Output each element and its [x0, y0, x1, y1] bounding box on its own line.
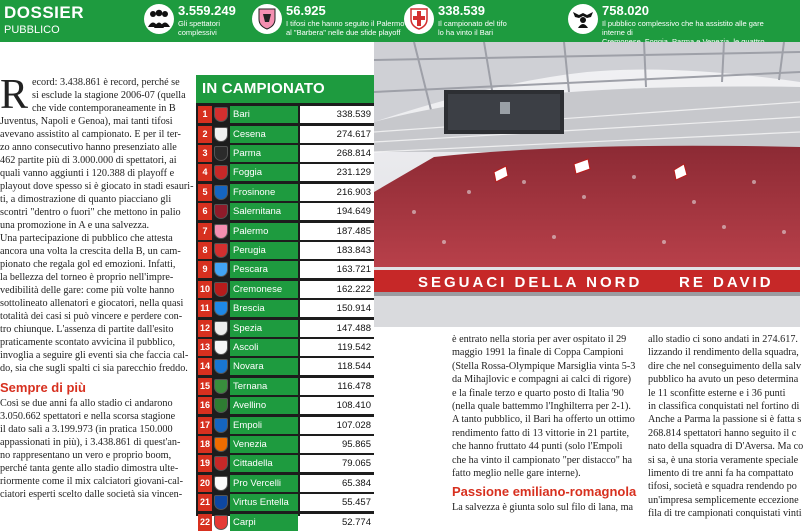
rank-number: 11: [198, 300, 212, 317]
team-crest-icon: [214, 495, 228, 510]
team-name: Virtus Entella: [230, 494, 298, 511]
table-row: [196, 454, 374, 473]
article-body: [452, 333, 637, 480]
article-line: perché tanta gente allo stadio dimostra ulte-: [0, 463, 179, 474]
stadium-photo: [374, 42, 800, 327]
table-row: [196, 183, 374, 202]
article-line: le 11 sconfitte esterne e i 36 punti: [648, 387, 786, 399]
article-line: totalità dei casi si può vincere e perdere con-: [0, 311, 183, 322]
team-name: Ascoli: [230, 339, 298, 356]
team-name: Foggia: [230, 164, 298, 181]
team-name: Brescia: [230, 300, 298, 317]
team-crest-icon: [214, 127, 228, 142]
article-line: Così se due anni fa allo stadio ci andarono: [0, 398, 173, 409]
rank-number: 18: [198, 436, 212, 453]
article-line: Una partecipazione di pubblico che attesta: [0, 233, 173, 244]
team-name: Salernitana: [230, 203, 298, 220]
article-line: una promozione in A e una salvezza.: [0, 220, 150, 231]
team-name: Palermo: [230, 223, 298, 240]
bari-crest-icon: [404, 4, 434, 34]
rank-number: 10: [198, 281, 212, 298]
rank-number: 8: [198, 242, 212, 259]
team-crest-icon: [214, 398, 228, 413]
stat-text: Il campionato del tifo lo ha vinto il Bari: [438, 19, 507, 37]
team-crest-icon: [214, 359, 228, 374]
rank-number: 17: [198, 417, 212, 434]
article-line: tifosi, società e squadra rendendo po: [648, 481, 797, 493]
table-row: [196, 512, 374, 531]
article-line: ti, a dimostrazione di quanto piacciano gli: [0, 194, 172, 205]
team-name: Novara: [230, 358, 298, 375]
rank-number: 6: [198, 203, 212, 220]
table-row: [196, 435, 374, 454]
attendance-value: 107.028: [300, 417, 374, 434]
team-crest-icon: [214, 282, 228, 297]
rank-number: 1: [198, 106, 212, 123]
team-crest-icon: [214, 204, 228, 219]
table-row: [196, 493, 374, 512]
table-row: [196, 299, 374, 318]
team-name: Parma: [230, 145, 298, 162]
article-line: in classifica conquistati nel fortino di: [648, 401, 800, 413]
article-body-continued: [0, 397, 194, 501]
article-line: allo stadio ci sono andati in 274.617.: [648, 334, 798, 345]
rank-number: 12: [198, 320, 212, 337]
rank-number: 2: [198, 126, 212, 143]
team-crest-icon: [214, 456, 228, 471]
team-crest-icon: [214, 340, 228, 355]
rank-number: 19: [198, 455, 212, 472]
attendance-value: 52.774: [300, 514, 374, 531]
team-crest-icon: [214, 437, 228, 452]
article-line: fila di tre campionati conquistati vinti: [648, 508, 802, 520]
rank-number: 15: [198, 378, 212, 395]
left-article: [0, 72, 194, 501]
article-line: la bellezza del torneo è proprio nell'impre-: [0, 272, 174, 283]
table-row: [196, 415, 374, 434]
photo-banner-text-2: RE DAVID: [679, 274, 774, 291]
article-line: 462 partite più di 3.000.000 di spettatori, ai: [0, 155, 177, 166]
team-crest-icon: [214, 107, 228, 122]
attendance-value: 147.488: [300, 320, 374, 337]
table-row: [196, 280, 374, 299]
article-line: ciatori esperti scelto dalle società sia vincen-: [0, 489, 183, 500]
team-crest-icon: [214, 476, 228, 491]
article-line: riormente come il mix calciatori giovani-cal-: [0, 476, 184, 487]
article-line: praticamente scontato avvicina il pubblico,: [0, 337, 176, 348]
article-line: (Stella Rossa-Olympique Marsiglia vinta 5-3: [452, 360, 636, 372]
stat-text: Gli spettatori complessivi: [178, 19, 221, 37]
stat-number: 3.559.249: [178, 3, 236, 18]
team-name: Pescara: [230, 261, 298, 278]
article-line: appassionati in più), i 3.438.861 di quest'an-: [0, 437, 181, 448]
attendance-value: 187.485: [300, 223, 374, 240]
table-row: [196, 124, 374, 143]
attendance-value: 118.544: [300, 358, 374, 375]
article-line: 3.050.662 spettatori e nella scorsa stagione: [0, 411, 176, 422]
table-row: [196, 221, 374, 240]
article-line: limento di tre anni fa ha compattato: [648, 468, 794, 480]
attendance-value: 55.457: [300, 494, 374, 511]
attendance-value: 150.914: [300, 300, 374, 317]
team-name: Carpi: [230, 514, 298, 531]
team-name: Pro Vercelli: [230, 475, 298, 492]
attendance-value: 163.721: [300, 261, 374, 278]
article-line: dire che nel conseguimento della salv: [648, 360, 802, 372]
right-article: [648, 333, 803, 521]
article-body: [0, 72, 194, 375]
rank-number: 5: [198, 184, 212, 201]
stat-number: 56.925: [286, 3, 326, 18]
article-line: playout dove spesso si è giocato in stadi esauri-: [0, 181, 194, 192]
article-line: lizzando il rendimento della squadra,: [648, 347, 799, 359]
article-line: che vide contemporaneamente in B: [32, 103, 176, 114]
article-line: maggio 1991 la finale di Coppa Campioni: [452, 347, 624, 359]
rank-number: 9: [198, 261, 212, 278]
team-crest-icon: [214, 243, 228, 258]
article-line: tro chiunque. L'assenza di partite dall'esito: [0, 324, 174, 335]
table-row: [196, 396, 374, 415]
stat-text: I tifosi che hanno seguito il Palermo al "Barbera" nelle due sfide playoff: [286, 19, 405, 37]
article-line: invoglia a seguire gli eventi sia che faccia cal-: [0, 350, 189, 361]
article-line: ancora una volta la crescita della B, un cam-: [0, 246, 181, 257]
rank-number: 20: [198, 475, 212, 492]
team-crest-icon: [214, 515, 228, 530]
team-name: Frosinone: [230, 184, 298, 201]
article-line: nato della squadra di D'Aversa. Ma co: [648, 441, 803, 453]
article-line: pubblico ha avuto un peso determina: [648, 374, 799, 386]
article-line: un'impresa semplicemente eccezione: [648, 494, 799, 506]
article-line: no rappresentano un vero e proprio boom,: [0, 450, 172, 461]
article-line: scontri "dentro o fuori" che mettono in palio: [0, 207, 181, 218]
attendance-value: 338.539: [300, 106, 374, 123]
table-row: [196, 202, 374, 221]
attendance-value: 274.617: [300, 126, 374, 143]
team-name: Empoli: [230, 417, 298, 434]
article-line: sottolineato allenatori e giocatori, nella quasi: [0, 298, 184, 309]
team-name: Bari: [230, 106, 298, 123]
rank-number: 3: [198, 145, 212, 162]
article-line: da Mihajlovic e compagni ai calci di rigore): [452, 374, 632, 386]
article-line: (nella quale battemmo l'Inghilterra per 2-1).: [452, 401, 631, 413]
rank-number: 22: [198, 514, 212, 531]
table-row: [196, 144, 374, 163]
team-crest-icon: [214, 262, 228, 277]
section-subtitle: PUBBLICO: [4, 24, 60, 36]
team-name: Cittadella: [230, 455, 298, 472]
article-line: che ha vinto il campionato "per distacco" ha: [452, 454, 633, 466]
attendance-value: 216.903: [300, 184, 374, 201]
team-crest-icon: [214, 146, 228, 161]
attendance-value: 65.384: [300, 475, 374, 492]
rank-number: 21: [198, 494, 212, 511]
attendance-value: 162.222: [300, 281, 374, 298]
palermo-crest-icon: [252, 4, 282, 34]
article-line: è entrato nella storia per aver ospitato il 29: [452, 334, 627, 345]
attendance-value: 183.843: [300, 242, 374, 259]
team-name: Avellino: [230, 397, 298, 414]
article-line: fatto meglio nelle gare interne).: [452, 468, 581, 480]
people-icon: [144, 4, 174, 34]
scarf-fan-icon: [568, 4, 598, 34]
table-title: IN CAMPIONATO: [196, 75, 374, 103]
article-line: zo anno consecutivo hanno presenziato alle: [0, 142, 177, 153]
article-line: Juventus, Napoli e Genoa), mai tanti tifosi: [0, 116, 173, 127]
article-line: avevano assistito al campionato. E per il ter-: [0, 129, 181, 140]
article-line: vedibilità delle gare: come più volte hanno: [0, 285, 175, 296]
dossier-header: [0, 0, 800, 42]
attendance-value: 231.129: [300, 164, 374, 181]
rank-number: 16: [198, 397, 212, 414]
attendance-value: 79.065: [300, 455, 374, 472]
team-name: Cremonese: [230, 281, 298, 298]
rank-number: 13: [198, 339, 212, 356]
team-crest-icon: [214, 321, 228, 336]
article-body: [648, 333, 803, 521]
article-line: ecord: 3.438.861 è record, perché se: [32, 77, 180, 88]
article-line: A tanto pubblico, il Bari ha offerto un ottimo: [452, 414, 635, 426]
team-crest-icon: [214, 185, 228, 200]
team-crest-icon: [214, 165, 228, 180]
stat-number: 338.539: [438, 3, 485, 18]
team-crest-icon: [214, 224, 228, 239]
rank-number: 4: [198, 164, 212, 181]
section-heading: Passione emiliano-romagnola: [452, 484, 637, 500]
drop-cap: R: [0, 72, 29, 118]
article-line: il dato salì a 3.199.973 (in pratica 150.000: [0, 424, 173, 435]
table-row: [196, 377, 374, 396]
stat-text: Il pubblico complessivo che ha assistito alle gare interne di: [602, 19, 764, 37]
rank-number: 14: [198, 358, 212, 375]
table-row: [196, 241, 374, 260]
photo-banner-text: SEGUACI DELLA NORD: [418, 274, 643, 291]
team-name: Perugia: [230, 242, 298, 259]
article-line: rendimento fatto di 13 vittorie in 21 partite,: [452, 427, 630, 439]
attendance-value: 268.814: [300, 145, 374, 162]
table-row: [196, 260, 374, 279]
table-row: [196, 318, 374, 337]
table-row: [196, 163, 374, 182]
attendance-value: 116.478: [300, 378, 374, 395]
attendance-table: [196, 75, 374, 528]
team-crest-icon: [214, 379, 228, 394]
article-line: La salvezza è giunta solo sul filo di lana, ma: [452, 501, 634, 513]
article-line: si sa, è una storia veramente speciale: [648, 454, 799, 466]
table-row: [196, 474, 374, 493]
article-line: pionato che regala gol ed emozioni. Infatti,: [0, 259, 176, 270]
section-title: DOSSIER: [4, 3, 85, 22]
attendance-value: 194.649: [300, 203, 374, 220]
team-name: Ternana: [230, 378, 298, 395]
team-name: Venezia: [230, 436, 298, 453]
section-heading: Sempre di più: [0, 380, 86, 395]
attendance-value: 95.865: [300, 436, 374, 453]
team-crest-icon: [214, 301, 228, 316]
article-line: si esclude la stagione 2006-07 (quella: [32, 90, 186, 101]
article-line: e la finale terzo e quarto posto di Italia '90: [452, 387, 624, 399]
stadium-illustration: [374, 42, 800, 327]
attendance-value: 119.542: [300, 339, 374, 356]
rank-number: 7: [198, 223, 212, 240]
article-line: do, sia che sugli spalti ci sia parecchio freddo.: [0, 363, 188, 374]
mid-article: [452, 333, 637, 514]
attendance-value: 108.410: [300, 397, 374, 414]
team-crest-icon: [214, 418, 228, 433]
table-row: [196, 105, 374, 124]
team-name: Cesena: [230, 126, 298, 143]
article-line: quali vanno aggiunti i 120.388 di playoff e: [0, 168, 175, 179]
article-line: 268.814 spettatori hanno seguito il c: [648, 427, 797, 439]
stat-number: 758.020: [602, 3, 649, 18]
article-line: Anche a Parma la passione si è fatta s: [648, 414, 802, 426]
table-row: [196, 338, 374, 357]
table-row: [196, 357, 374, 376]
team-name: Spezia: [230, 320, 298, 337]
article-line: che hanno fruttato 44 punti (solo l'Empoli: [452, 441, 623, 453]
